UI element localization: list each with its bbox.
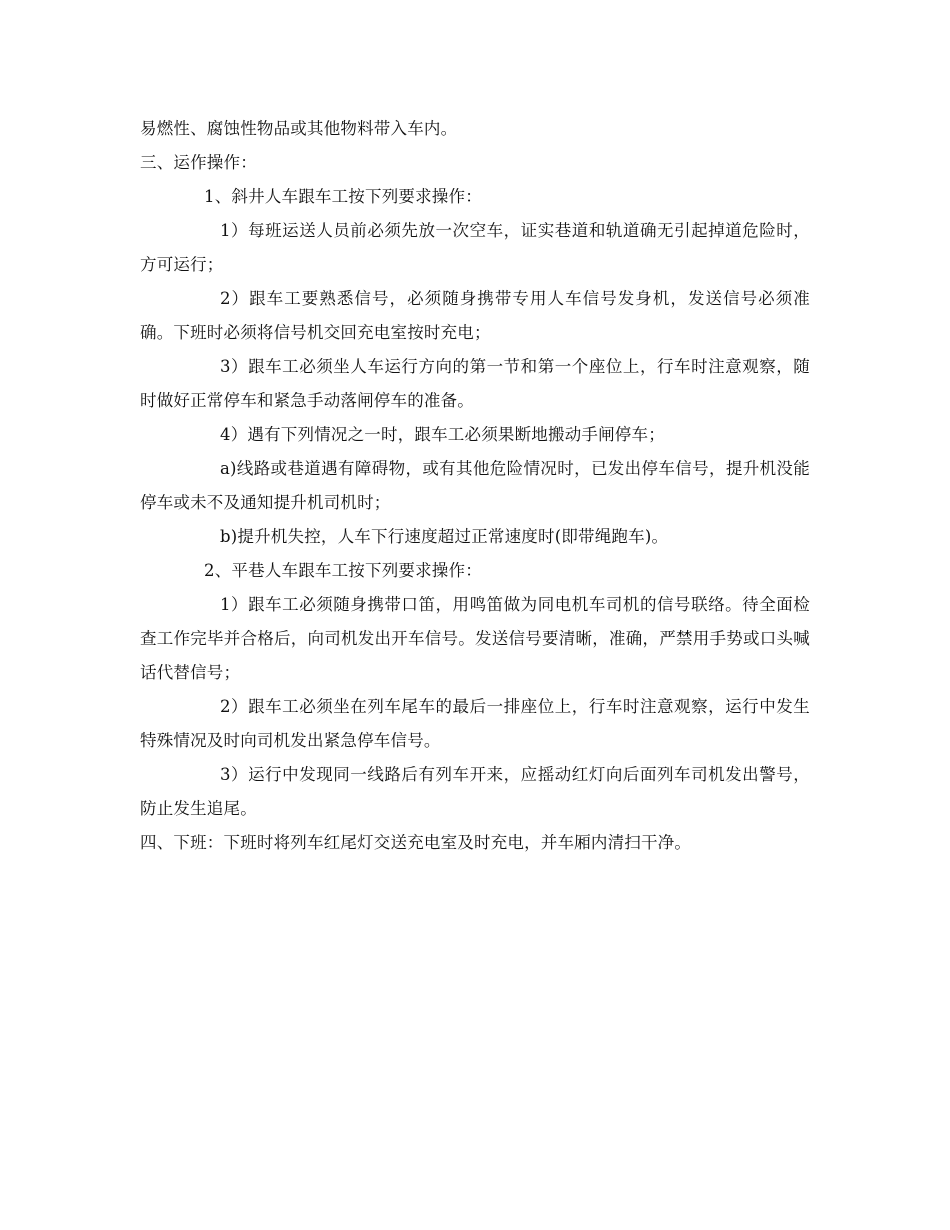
sub-item-a: a)线路或巷道遇有障碍物，或有其他危险情况时，已发出停车信号，提升机没能停车或未不及通知提升机司机时； [140, 459, 810, 512]
subsection-heading-incline: 1、斜井人车跟车工按下列要求操作： [204, 187, 482, 206]
list-item-level-2: 2）跟车工必须坐在列车尾车的最后一排座位上，行车时注意观察，运行中发生特殊情况及时向司机发出紧急停车信号。 [140, 697, 810, 750]
list-item-level-3: 3）运行中发现同一线路后有列车开来，应摇动红灯向后面列车司机发出警号，防止发生追尾。 [140, 765, 810, 818]
list-item-incline-3: 3）跟车工必须坐人车运行方向的第一节和第一个座位上，行车时注意观察，随时做好正常停车和紧急手动落闸停车的准备。 [140, 357, 810, 410]
paragraph-continuation: 易燃性、腐蚀性物品或其他物料带入车内。 [140, 119, 458, 138]
subsection-heading-level: 2、平巷人车跟车工按下列要求操作： [204, 561, 482, 580]
document-body [140, 112, 810, 860]
section-heading-shift-end: 四、下班：下班时将列车红尾灯交送充电室及时充电，并车厢内清扫干净。 [140, 833, 692, 852]
list-item-incline-2: 2）跟车工要熟悉信号，必须随身携带专用人车信号发身机，发送信号必须准确。下班时必须将信号机交回充电室按时充电； [140, 289, 810, 342]
sub-item-b: b)提升机失控，人车下行速度超过正常速度时(即带绳跑车)。 [220, 527, 669, 546]
list-item-incline-1: 1）每班运送人员前必须先放一次空车，证实巷道和轨道确无引起掉道危险时，方可运行； [140, 221, 810, 274]
list-item-level-1: 1）跟车工必须随身携带口笛，用鸣笛做为同电机车司机的信号联络。待全面检查工作完毕并合格后，向司机发出开车信号。发送信号要清晰，准确，严禁用手势或口头喊话代替信号； [140, 595, 810, 682]
section-heading-operation: 三、运作操作： [140, 153, 257, 172]
list-item-incline-4: 4）遇有下列情况之一时，跟车工必须果断地搬动手闸停车； [220, 425, 665, 444]
